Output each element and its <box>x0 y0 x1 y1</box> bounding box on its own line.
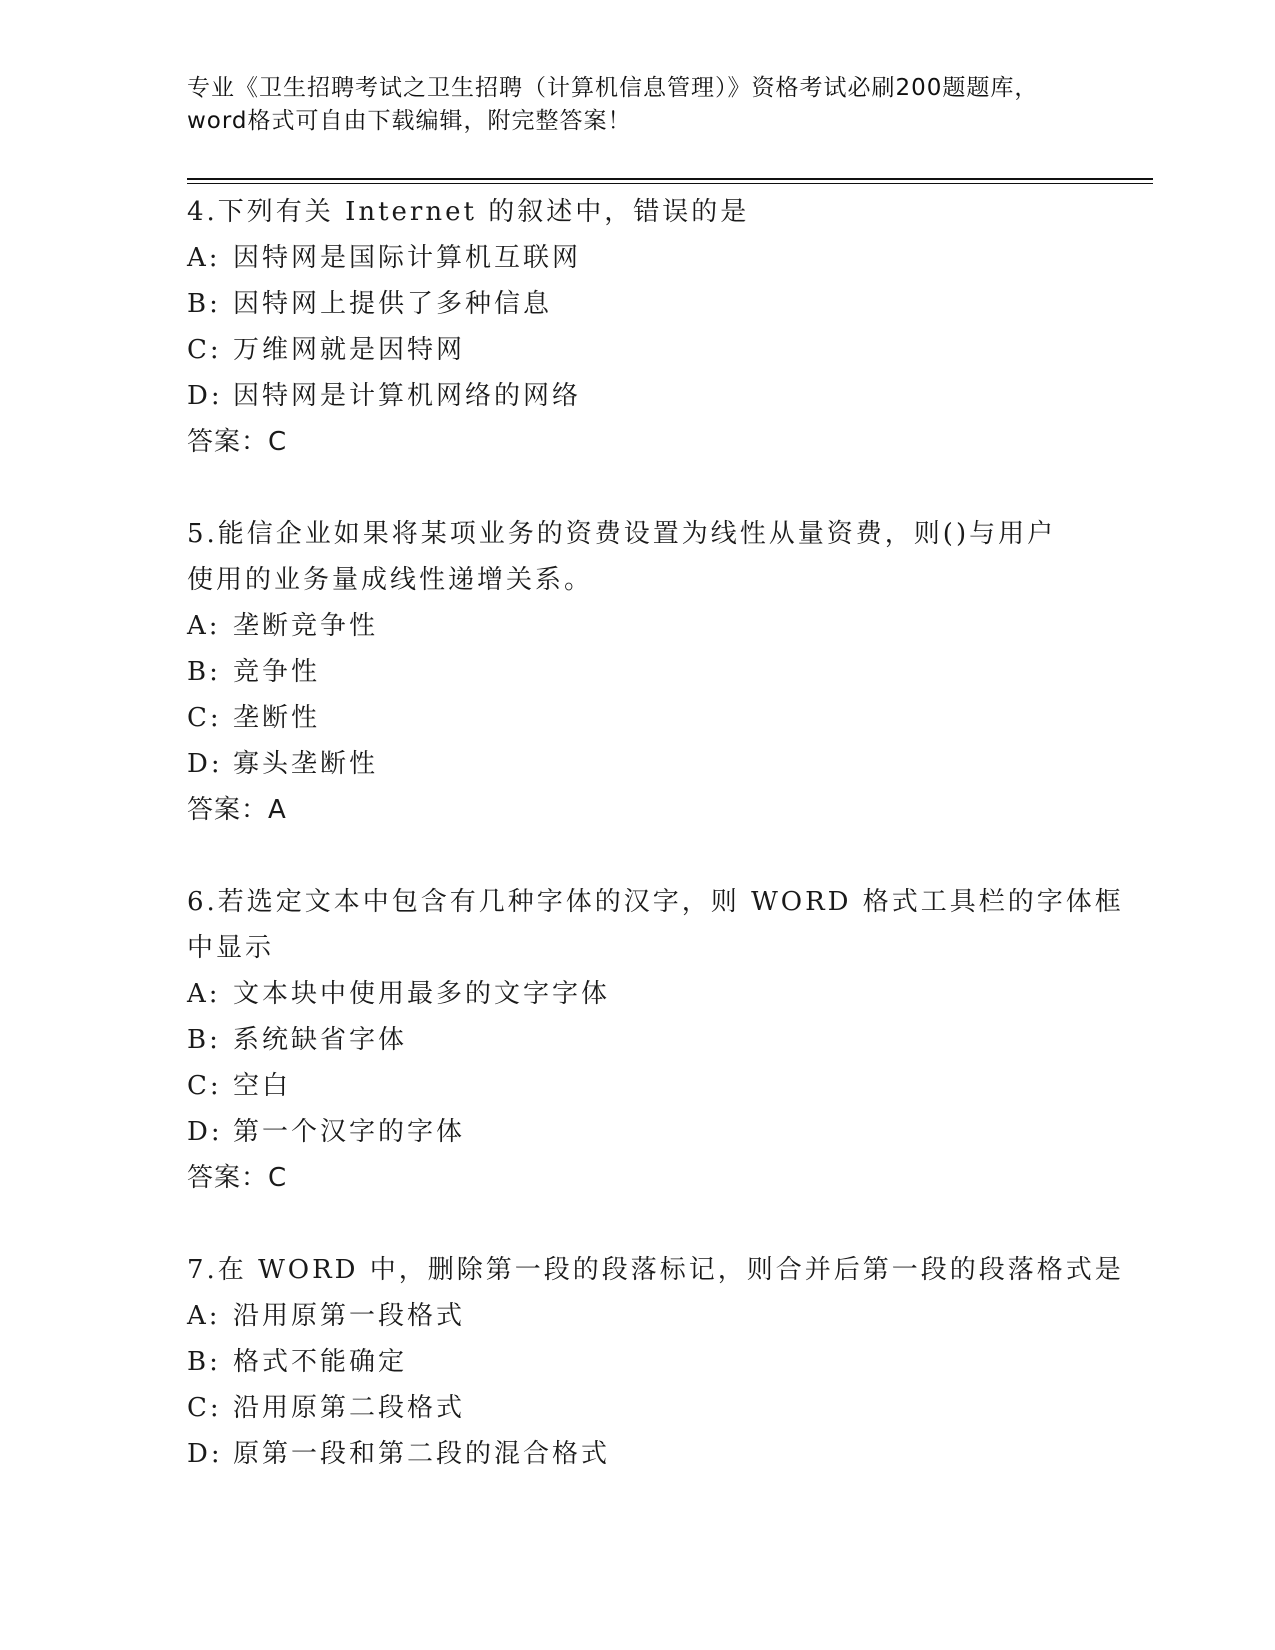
option-row <box>187 235 1087 281</box>
answer-line: 答案：A <box>187 795 287 825</box>
header-divider-thick <box>187 178 1153 180</box>
option-text: 第一个汉字的字体 <box>233 1117 466 1147</box>
option-letter: A: <box>187 1301 221 1331</box>
option-letter: A: <box>187 611 221 641</box>
option-text: 原第一段和第二段的混合格式 <box>233 1439 611 1469</box>
option-letter: D: <box>187 749 223 779</box>
question-stem: 5.能信企业如果将某项业务的资费设置为线性从量资费，则()与用户 <box>187 519 1057 549</box>
option-row <box>187 327 1087 373</box>
option-letter: C: <box>187 1071 222 1101</box>
option-row <box>187 649 1087 695</box>
option-row <box>187 1017 1087 1063</box>
document-header <box>187 72 1087 138</box>
question-block <box>187 1247 1124 1477</box>
option-text: 空白 <box>233 1071 292 1101</box>
option-text: 格式不能确定 <box>233 1347 408 1377</box>
option-letter: D: <box>187 381 223 411</box>
option-row <box>187 1109 1087 1155</box>
option-row <box>187 281 1087 327</box>
option-letter: C: <box>187 703 222 733</box>
option-letter: B: <box>187 1025 221 1055</box>
option-text: 万维网就是因特网 <box>233 335 466 365</box>
option-letter: A: <box>187 243 221 273</box>
option-text: 因特网是计算机网络的网络 <box>233 381 582 411</box>
header-line-2: word格式可自由下载编辑，附完整答案！ <box>187 108 632 134</box>
option-row <box>187 373 1087 419</box>
option-row <box>187 1385 1087 1431</box>
question-block <box>187 511 1087 833</box>
question-stem: 中显示 <box>187 933 275 963</box>
header-line-1: 专业《卫生招聘考试之卫生招聘（计算机信息管理）》资格考试必刷200题题库， <box>187 75 1039 101</box>
option-letter: B: <box>187 1347 221 1377</box>
option-text: 文本块中使用最多的文字字体 <box>233 979 611 1009</box>
question-block <box>187 189 1087 465</box>
question-stem: 4.下列有关 Internet 的叙述中，错误的是 <box>187 197 750 227</box>
question-block <box>187 879 1124 1201</box>
question-stem: 7.在 WORD 中，删除第一段的段落标记，则合并后第一段的段落格式是 <box>187 1255 1124 1285</box>
option-row <box>187 1063 1087 1109</box>
question-stem: 使用的业务量成线性递增关系。 <box>187 565 594 595</box>
option-text: 寡头垄断性 <box>233 749 379 779</box>
option-letter: D: <box>187 1117 223 1147</box>
option-text: 竞争性 <box>233 657 321 687</box>
option-row <box>187 695 1087 741</box>
option-text: 因特网是国际计算机互联网 <box>233 243 582 273</box>
option-text: 因特网上提供了多种信息 <box>233 289 553 319</box>
option-row <box>187 741 1087 787</box>
option-row <box>187 1293 1087 1339</box>
answer-line: 答案：C <box>187 1163 288 1193</box>
option-text: 沿用原第二段格式 <box>233 1393 466 1423</box>
header-divider-thin <box>187 183 1153 184</box>
option-row <box>187 1431 1087 1477</box>
option-text: 垄断性 <box>233 703 321 733</box>
option-letter: C: <box>187 1393 222 1423</box>
option-letter: B: <box>187 657 221 687</box>
answer-line: 答案：C <box>187 427 288 457</box>
option-row <box>187 1339 1087 1385</box>
option-text: 系统缺省字体 <box>233 1025 408 1055</box>
option-letter: A: <box>187 979 221 1009</box>
question-list <box>187 189 1124 1523</box>
option-text: 沿用原第一段格式 <box>233 1301 466 1331</box>
option-letter: C: <box>187 335 222 365</box>
option-row <box>187 603 1087 649</box>
option-letter: D: <box>187 1439 223 1469</box>
option-letter: B: <box>187 289 221 319</box>
option-text: 垄断竞争性 <box>233 611 379 641</box>
question-stem: 6.若选定文本中包含有几种字体的汉字，则 WORD 格式工具栏的字体框 <box>187 887 1124 917</box>
option-row <box>187 971 1087 1017</box>
